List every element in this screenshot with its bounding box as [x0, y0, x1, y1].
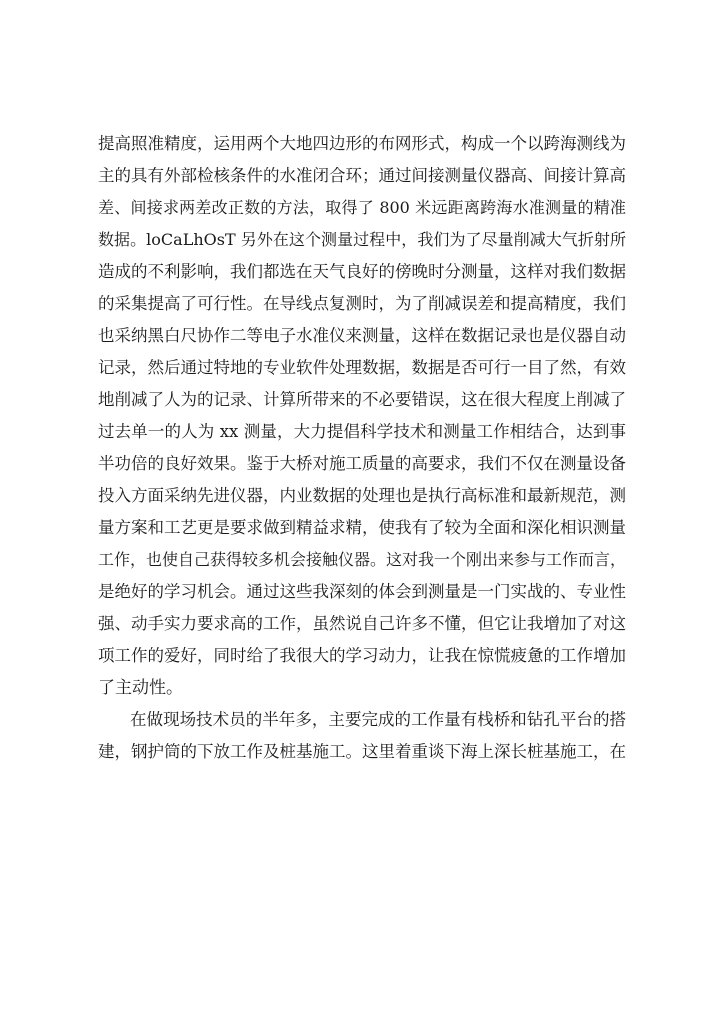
- text-line: 造成的不利影响，我们都选在天气良好的傍晚时分测量，这样对我们数据: [98, 262, 626, 281]
- text-line: 地削减了人为的记录、计算所带来的不必要错误，这在很大程度上削减了: [98, 390, 626, 409]
- text-line: 差、间接求两差改正数的方法，取得了 800 米远距离跨海水准测量的精准: [98, 198, 626, 217]
- text-line: 投入方面采纳先进仪器，内业数据的处理也是执行高标准和最新规范，测: [98, 486, 626, 505]
- text-line: 过去单一的人为 xx 测量，大力提倡科学技术和测量工作相结合，达到事: [98, 422, 626, 441]
- text-line: 也采纳黑白尺协作二等电子水准仪来测量，这样在数据记录也是仪器自动: [98, 326, 626, 345]
- text-line: 记录，然后通过特地的专业软件处理数据，数据是否可行一目了然，有效: [98, 358, 626, 377]
- text-line: 的采集提高了可行性。在导线点复测时，为了削减误差和提高精度，我们: [98, 294, 626, 313]
- text-line: 数据。loCaLhOsT 另外在这个测量过程中，我们为了尽量削减大气折射所: [98, 230, 626, 249]
- text-line: 主的具有外部检核条件的水准闭合环；通过间接测量仪器高、间接计算高: [98, 166, 626, 185]
- paragraph-first-line: 在做现场技术员的半年多，主要完成的工作量有栈桥和钻孔平台的搭: [130, 710, 626, 729]
- text-line: 提高照准精度，运用两个大地四边形的布网形式，构成一个以跨海测线为: [98, 134, 626, 153]
- text-line: 建，钢护筒的下放工作及桩基施工。这里着重谈下海上深长桩基施工，在: [98, 742, 626, 761]
- text-line: 工作，也使自己获得较多机会接触仪器。这对我一个刚出来参与工作而言，: [98, 550, 627, 569]
- text-line: 是绝好的学习机会。通过这些我深刻的体会到测量是一门实战的、专业性: [98, 582, 626, 601]
- text-line: 强、动手实力要求高的工作，虽然说自己许多不懂，但它让我增加了对这: [98, 614, 626, 633]
- text-line: 项工作的爱好，同时给了我很大的学习动力，让我在惊慌疲惫的工作增加: [98, 646, 626, 665]
- text-line: 半功倍的良好效果。鉴于大桥对施工质量的高要求，我们不仅在测量设备: [98, 454, 626, 473]
- text-line: 量方案和工艺更是要求做到精益求精，使我有了较为全面和深化相识测量: [98, 518, 626, 537]
- text-line: 了主动性。: [98, 678, 183, 698]
